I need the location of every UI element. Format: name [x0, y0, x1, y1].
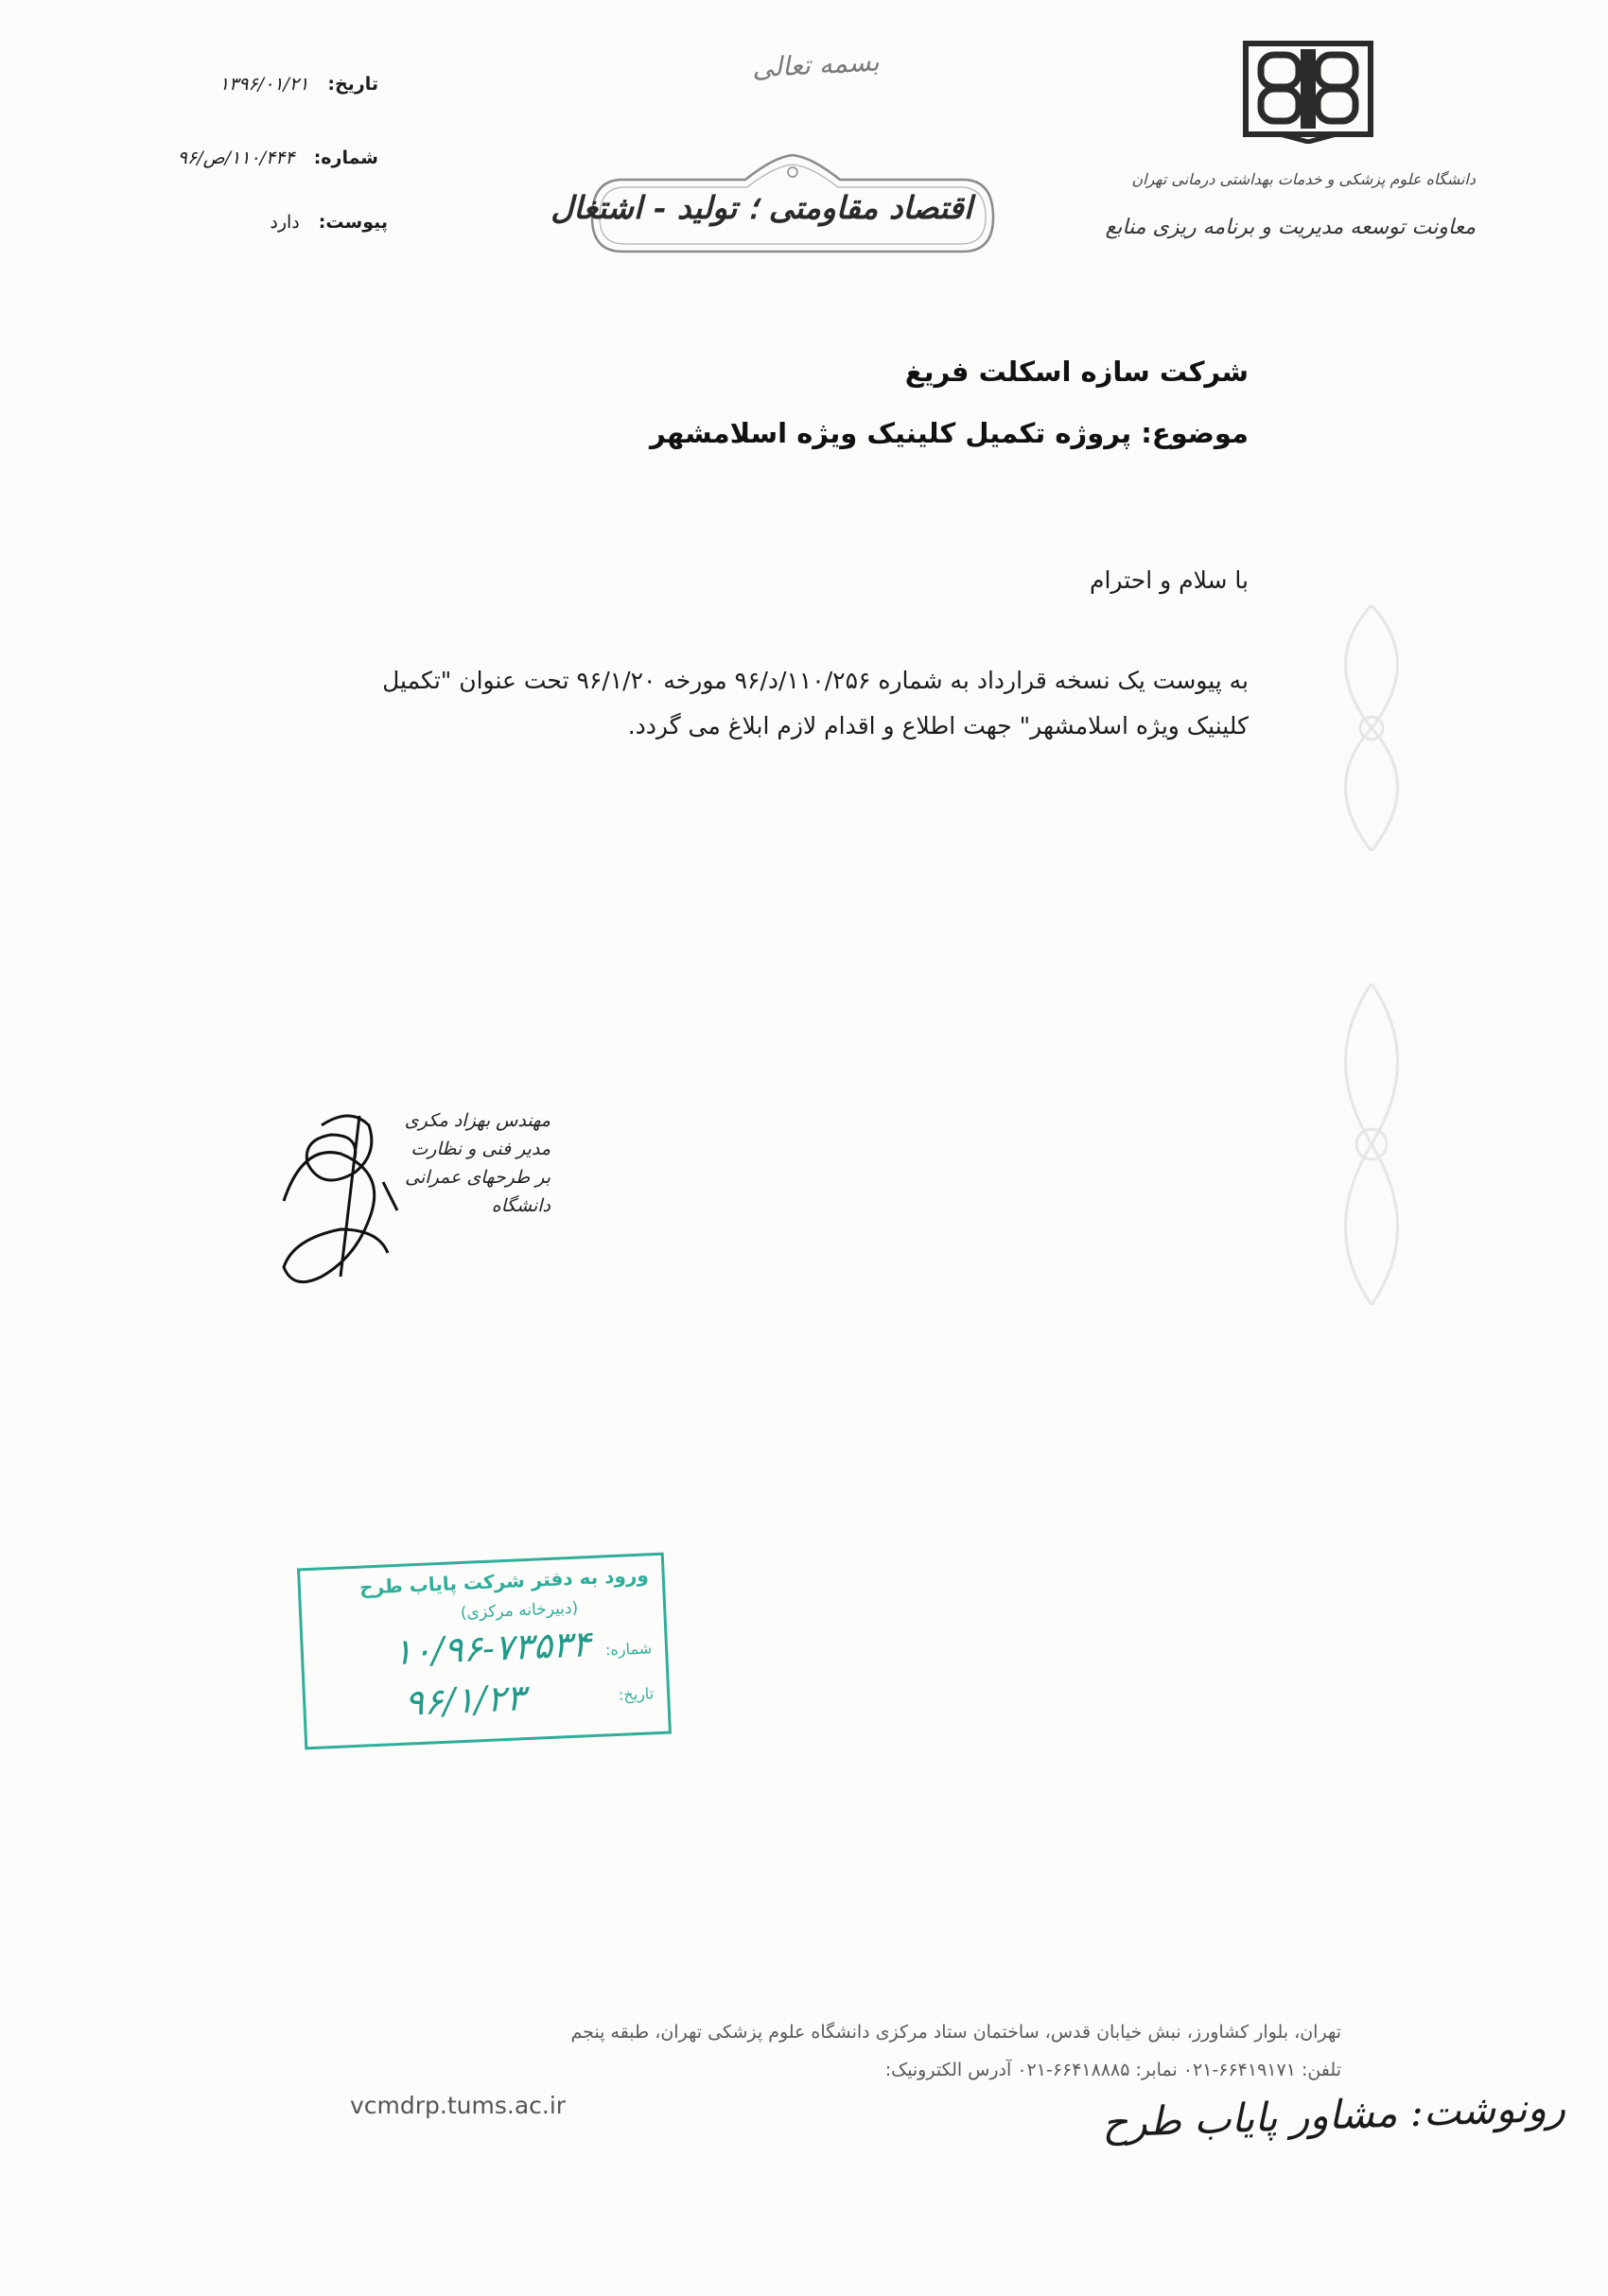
number-row [178, 148, 378, 168]
cc-note: رونوشت: مشاور پایاب طرح [1101, 2083, 1566, 2147]
signer-role-2: بر طرحهای عمرانی دانشگاه [405, 1167, 551, 1216]
recipient: شرکت سازه اسکلت فریغ [904, 356, 1249, 388]
signer-role: مدیر فنی و نظارت [411, 1139, 551, 1159]
registration-stamp [297, 1553, 672, 1750]
stamp-subtitle: (دبیرخانه مرکزی) [460, 1598, 579, 1624]
university-name: دانشگاه علوم پزشکی و خدمات بهداشتی درمانی تهران [1131, 170, 1476, 188]
signature-scribble-icon [265, 1087, 407, 1305]
attachment-value: دارد [270, 212, 300, 233]
stamp-number-label: شماره: [604, 1639, 653, 1660]
attachment-label: پیوست: [318, 212, 388, 233]
footer-address: تهران، بلوار کشاورز، نبش خیابان قدس، ساختمان ستاد مرکزی دانشگاه علوم پزشکی تهران، طبقه پنجم [570, 2022, 1341, 2043]
attachment-row [270, 212, 388, 233]
footer-contact: تلفن: ۶۶۴۱۹۱۷۱-۰۲۱ نمابر: ۶۶۴۱۸۸۸۵-۰۲۱ آدرس الکترونیک: [884, 2060, 1341, 2080]
number-label: شماره: [313, 148, 378, 168]
watermark-ornament-icon [1320, 605, 1424, 855]
slogan-banner [551, 151, 1001, 263]
stamp-number-value: ۱۰/۹۶-۷۳۵۳۴ [392, 1623, 592, 1674]
stamp-date-label: تاریخ: [618, 1684, 655, 1704]
date-value: ۱۳۹۶/۰۱/۲۱ [218, 74, 309, 95]
signer-name: مهندس بهزاد مکری [404, 1110, 551, 1131]
stamp-title: ورود به دفتر شرکت پایاب طرح [358, 1563, 650, 1599]
date-row [219, 74, 378, 95]
number-value: ۱۱۰/۴۴۴/ص/۹۶ [177, 148, 295, 168]
letter-body: به پیوست یک نسخه قرارداد به شماره ۱۱۰/۲۵۶/د/۹۶ مورخه ۹۶/۱/۲۰ تحت عنوان "تکمیل کلینیک ویژه اسلامشهر" جهت اطلاع و اقدام لازم ابلاغ می گردد. [382, 667, 1249, 739]
footer-website: vcmdrp.tums.ac.ir [350, 2092, 567, 2119]
watermark-ornament-icon-2 [1320, 983, 1424, 1309]
department-name: معاونت توسعه مدیریت و برنامه ریزی منابع [1105, 216, 1476, 239]
bismillah: بسمه تعالی [751, 45, 881, 84]
university-logo-icon [1242, 40, 1374, 144]
greeting: با سلام و احترام [1090, 566, 1249, 594]
date-label: تاریخ: [327, 74, 378, 95]
slogan-text: اقتصاد مقاومتی ؛ تولید - اشتغال [551, 189, 972, 226]
stamp-date-value: ۹۶/۱/۲۳ [403, 1677, 527, 1724]
subject: موضوع: پروژه تکمیل کلینیک ویژه اسلامشهر [649, 417, 1249, 449]
